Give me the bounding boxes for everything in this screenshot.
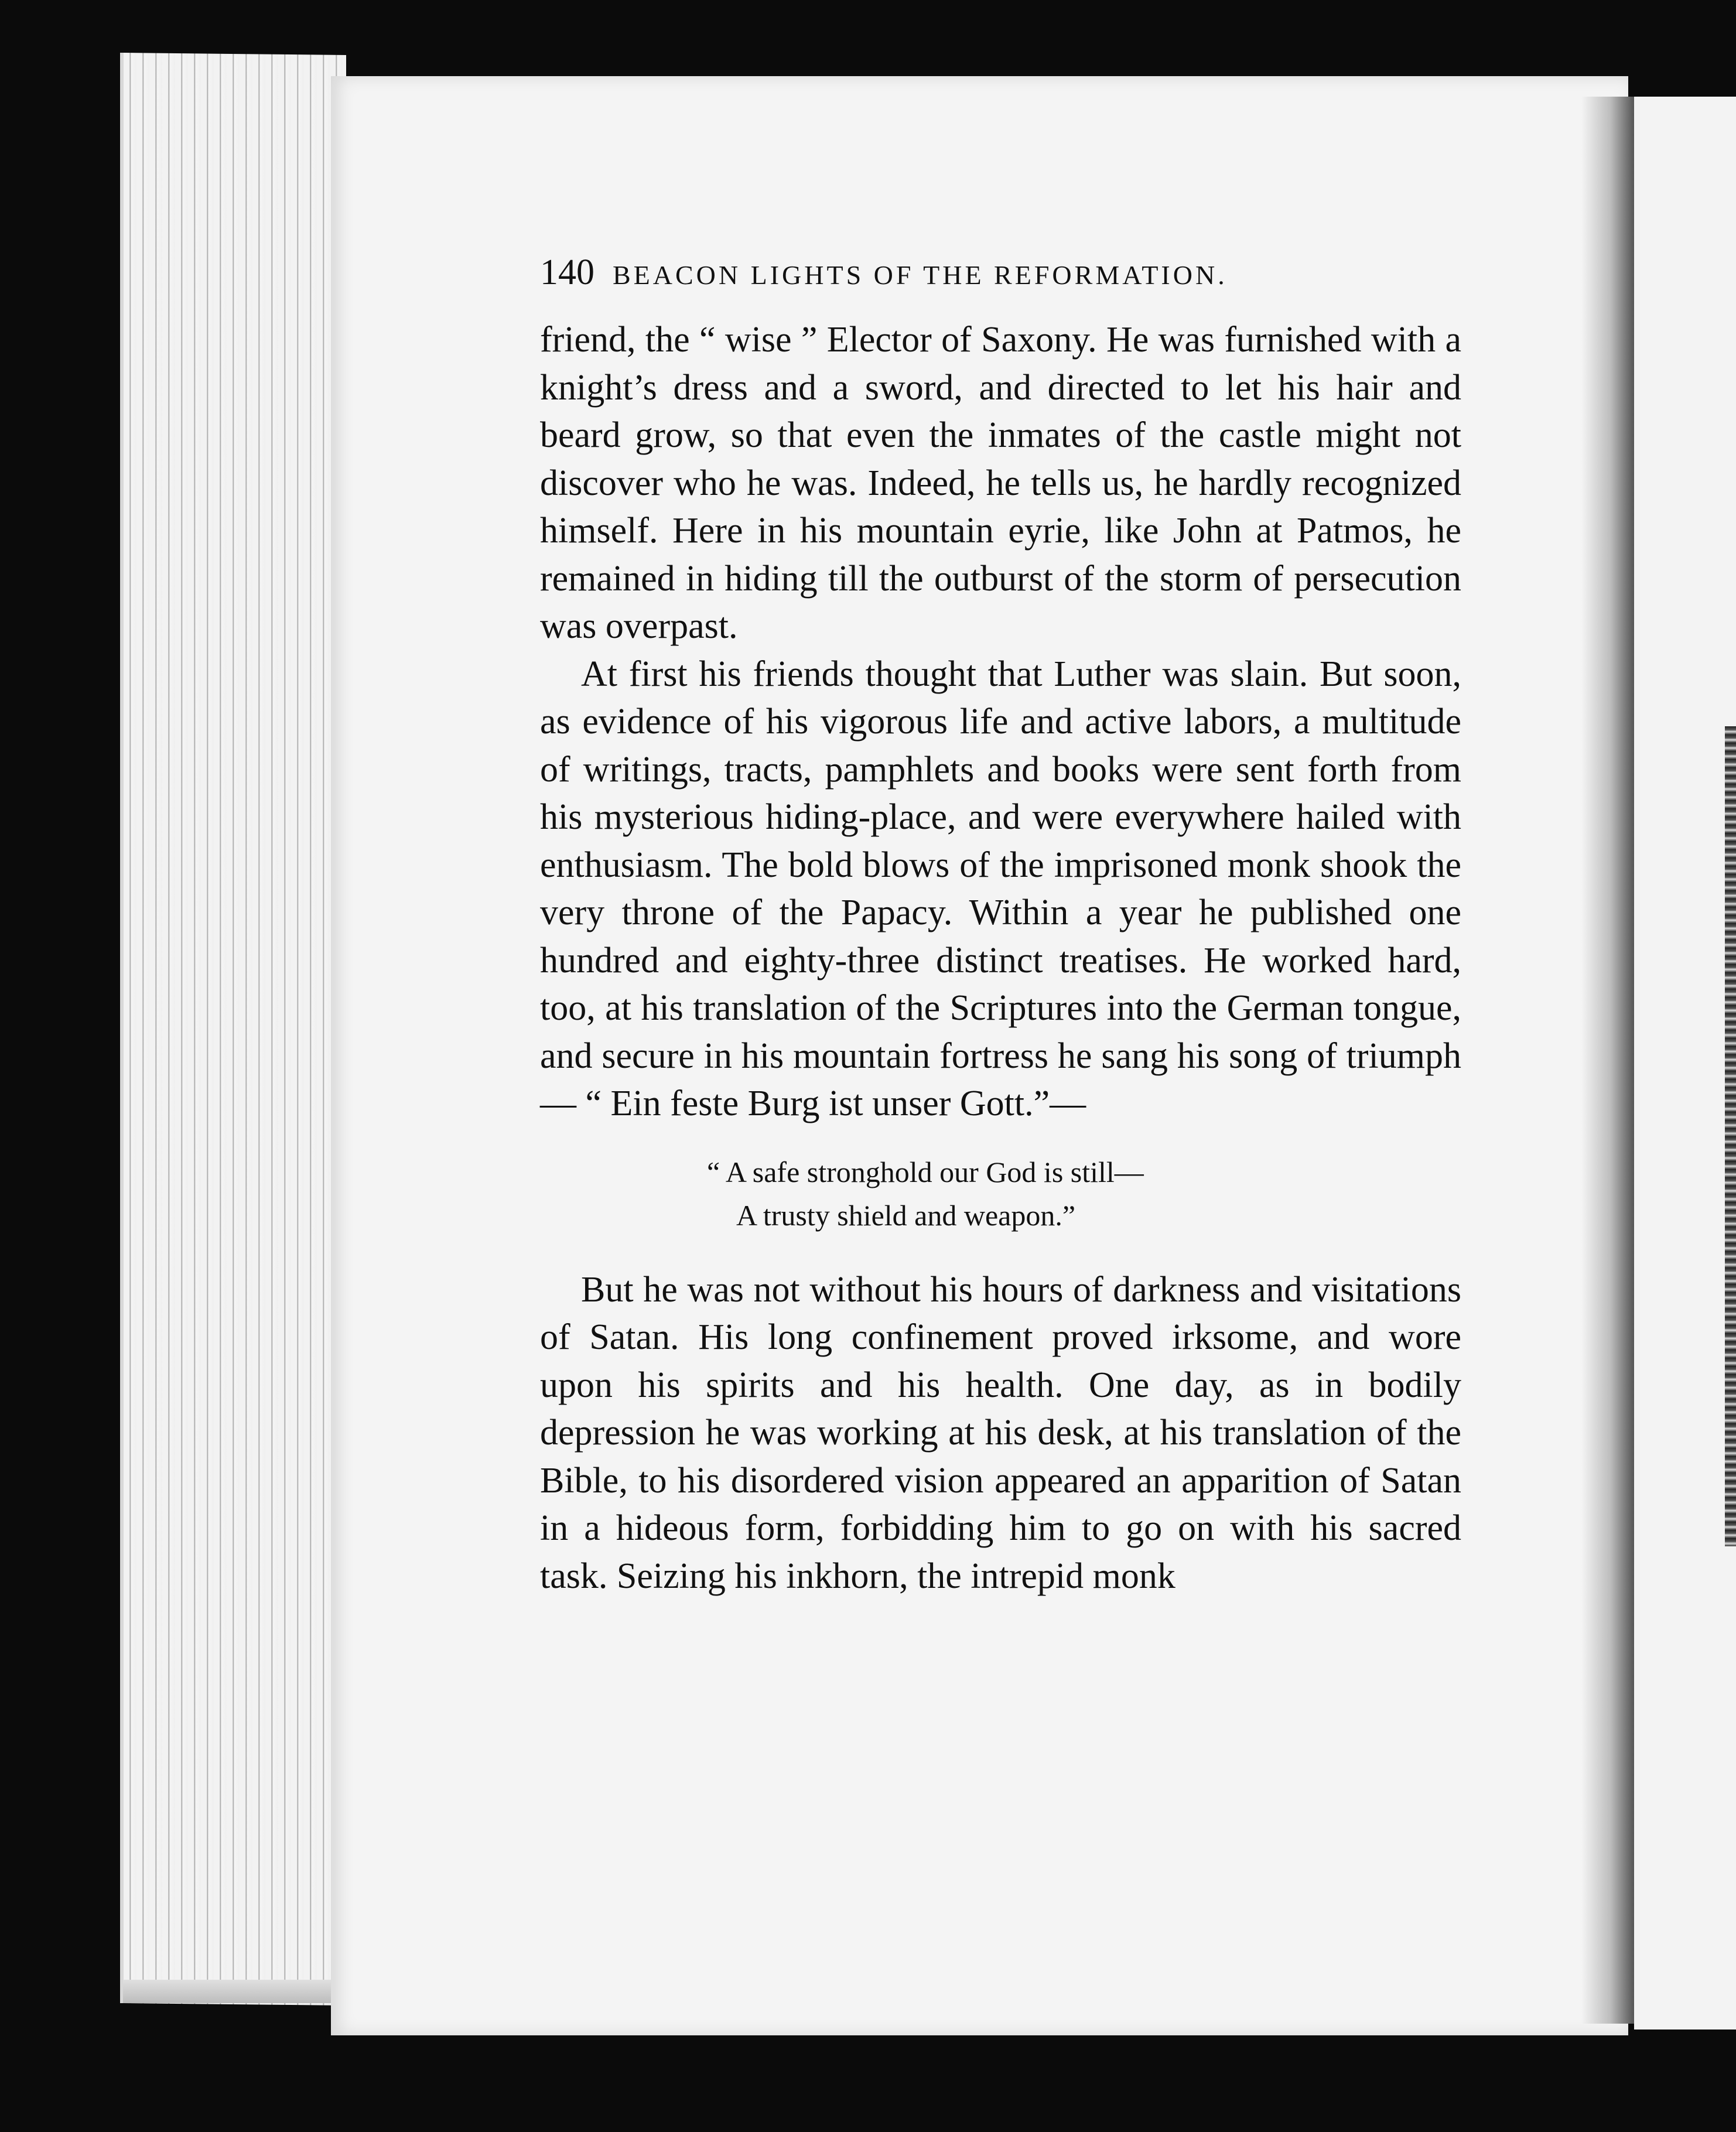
verse-quotation bbox=[540, 1150, 1461, 1237]
running-head bbox=[540, 252, 1461, 305]
facing-page-fragment bbox=[1634, 97, 1736, 2030]
facing-page-illustration-edge bbox=[1725, 726, 1736, 1546]
page-edges-bottom bbox=[123, 1980, 357, 2003]
verse-line-2: A trusty shield and weapon.” bbox=[736, 1198, 1076, 1232]
paragraph-1: friend, the “ wise ” Elector of Saxony. He was furnished with a knight’s dress and a sword, and directed to let his hair and beard grow, so that even the inmates of the castle might not discover who he was. Indeed, he tells us, he hardly recognized himself. Here in his mountain eyrie, like John at Patmos, he remained in hiding till the outburst of the storm of persecution was overpast. bbox=[540, 320, 1461, 646]
paragraph-2: At first his friends thought that Luther was slain. But soon, as evidence of his vigorous life and active labors, a multitude of writings, tracts, pamphlets and books were sent forth from his mysterious hiding-place, and were everywhere hailed with enthusiasm. The bold blows of the imprisoned monk shook the very throne of the Papacy. Within a year he published one hundred and eighty-three distinct treatises. He worked hard, too, at his translation of the Scriptures into the German tongue, and secure in his mountain fortress he sang his song of triumph— “ Ein feste Burg ist unser Gott.”— bbox=[540, 654, 1461, 1123]
running-title: BEACON LIGHTS OF THE REFORMATION. bbox=[613, 260, 1228, 290]
paragraph-3: But he was not without his hours of darkness and visitations of Satan. His long confinement proved irksome, and wore upon his spirits and his health. One day, as in bodily depression he was working at his desk, at his translation of the Bible, to his disordered vision appeared an apparition of Satan in a hideous form, forbidding him to go on with his sacred task. Seizing his inkhorn, the intrepid monk bbox=[540, 1269, 1461, 1596]
page-text-block bbox=[540, 252, 1461, 1600]
stacked-page-edges bbox=[120, 53, 346, 2005]
page-number: 140 bbox=[540, 252, 594, 292]
verse-line-1: “ A safe stronghold our God is still— bbox=[707, 1155, 1144, 1188]
